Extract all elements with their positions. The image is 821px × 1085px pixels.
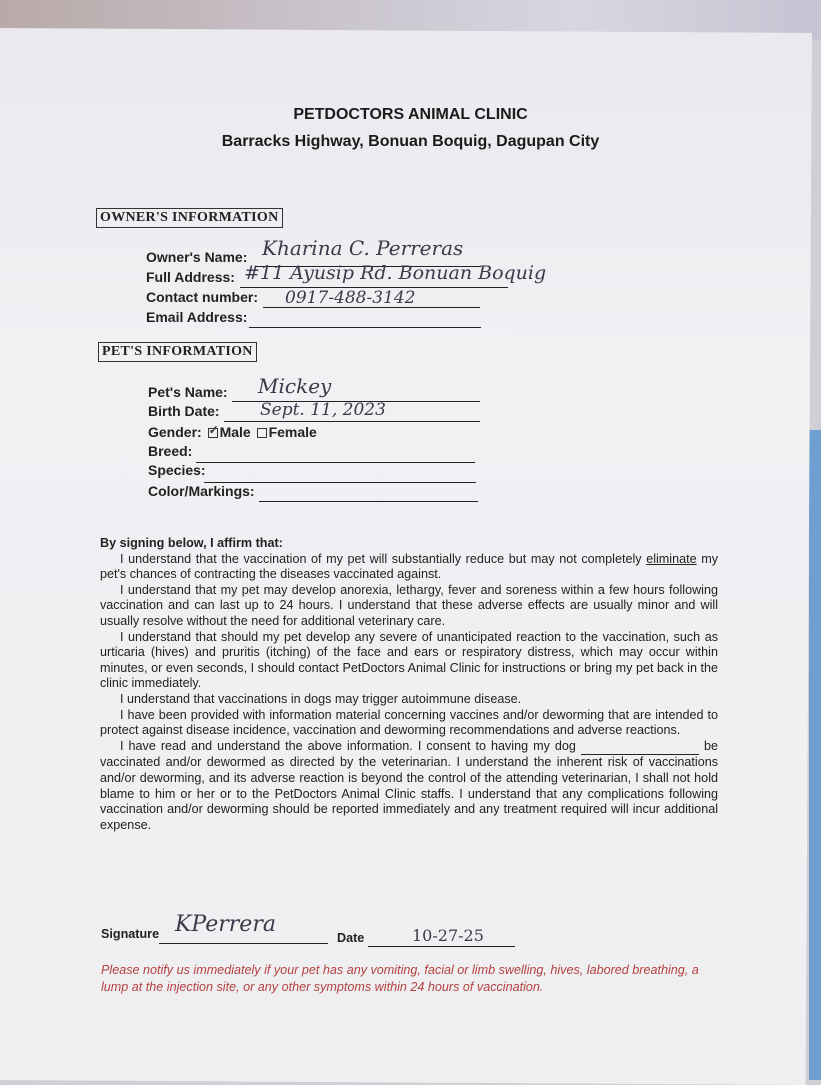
birth-date-value: Sept. 11, 2023 <box>260 400 386 420</box>
contact-value: 0917-488-3142 <box>285 288 416 308</box>
consent-text <box>100 536 718 833</box>
gender-label: Gender: <box>148 424 202 440</box>
email-label: Email Address: <box>146 309 248 325</box>
consent-paragraph-3: I understand that should my pet develop any severe of unanticipated reaction to the vaccination, such as urticaria (hives) and pruritis (itching) of the face and ears or respiratory distress, which may occur within minutes, or even seconds, I should contact PetDoctors Animal Clinic for instructions or bring my pet back in the clinic immediately. <box>100 629 718 691</box>
contact-label: Contact number: <box>146 289 258 305</box>
consent-heading: By signing below, I affirm that: <box>100 536 283 550</box>
dog-name-blank[interactable] <box>581 739 699 756</box>
background-right-strip <box>809 430 821 1080</box>
consent-p1-text: I understand that the vaccination of my pet will substantially reduce but may not completely <box>120 551 647 566</box>
date-field[interactable] <box>368 946 515 947</box>
owner-section-title: OWNER'S INFORMATION <box>96 208 283 228</box>
consent-paragraph-4: I understand that vaccinations in dogs may trigger autoimmune disease. <box>120 691 522 706</box>
pet-name-label: Pet's Name: <box>148 384 228 400</box>
consent-p6-text-end: be vaccinated and/or dewormed as directed by the veterinarian. I understand the inherent risk of vaccinations and/or deworming, and its adverse reaction is beyond the control of the attending veterinarian, I shall not hold blame to him or her or to the PetDoctors Animal Clinic staffs. I understand that any complications following vaccination and/or deworming should be reported immediately and any treatment required will incur additional expense. <box>100 738 718 832</box>
owner-name-label: Owner's Name: <box>146 249 248 265</box>
male-checkbox[interactable] <box>208 423 219 438</box>
birth-date-field[interactable] <box>224 421 480 422</box>
gender-row <box>148 424 317 440</box>
breed-label: Breed: <box>148 443 193 459</box>
consent-paragraph-2: I understand that my pet may develop anorexia, lethargy, fever and soreness within a few hours following vaccination and can last up to 24 hours. I understand that these adverse effects are usually minor and will usually resolve without the need for additional veterinary care. <box>100 582 718 628</box>
signature-label: Signature <box>101 927 160 941</box>
signature-field[interactable] <box>159 943 328 944</box>
owner-name-value: Kharina C. Perreras <box>262 236 464 260</box>
signature-value: KPerrera <box>175 912 276 937</box>
check-mark-icon: ✓ <box>208 423 219 438</box>
female-label: Female <box>268 424 317 440</box>
date-label: Date <box>337 931 365 945</box>
birth-date-label: Birth Date: <box>148 403 220 419</box>
consent-p1-text-end: my pet's chances of contracting the diseases vaccinated against. <box>100 551 718 582</box>
clinic-address: Barracks Highway, Bonuan Boquig, Dagupan City <box>221 133 600 150</box>
species-label: Species: <box>148 462 206 478</box>
address-value: #11 Ayusip Rd. Bonuan Boquig <box>244 262 547 284</box>
consent-p1-underlined: eliminate <box>646 551 697 566</box>
female-checkbox[interactable] <box>257 428 267 438</box>
color-markings-field[interactable] <box>259 501 478 502</box>
pet-name-value: Mickey <box>258 374 332 398</box>
notice-text: Please notify us immediately if your pet has any vomiting, facial or limb swelling, hives, labored breathing, a lump at the injection site, or any other symptoms within 24 hours of vaccination. <box>101 963 699 994</box>
email-field[interactable] <box>249 327 481 328</box>
clinic-name: PETDOCTORS ANIMAL CLINIC <box>293 106 528 123</box>
consent-p6-text: I have read and understand the above information. I consent to having my dog <box>120 738 581 753</box>
consent-paragraph-5: I have been provided with information material concerning vaccines and/or deworming that are intended to protect against disease incidence, vaccination and deworming recommendations and adverse reactions. <box>100 707 718 738</box>
date-value: 10-27-25 <box>412 926 484 945</box>
pet-section-title: PET'S INFORMATION <box>98 342 257 362</box>
consent-paragraph-6 <box>100 739 718 834</box>
male-label: Male <box>219 424 251 440</box>
consent-paragraph-1 <box>100 552 718 583</box>
address-label: Full Address: <box>146 269 235 285</box>
color-markings-label: Color/Markings: <box>148 483 255 499</box>
breed-field[interactable] <box>196 462 475 463</box>
